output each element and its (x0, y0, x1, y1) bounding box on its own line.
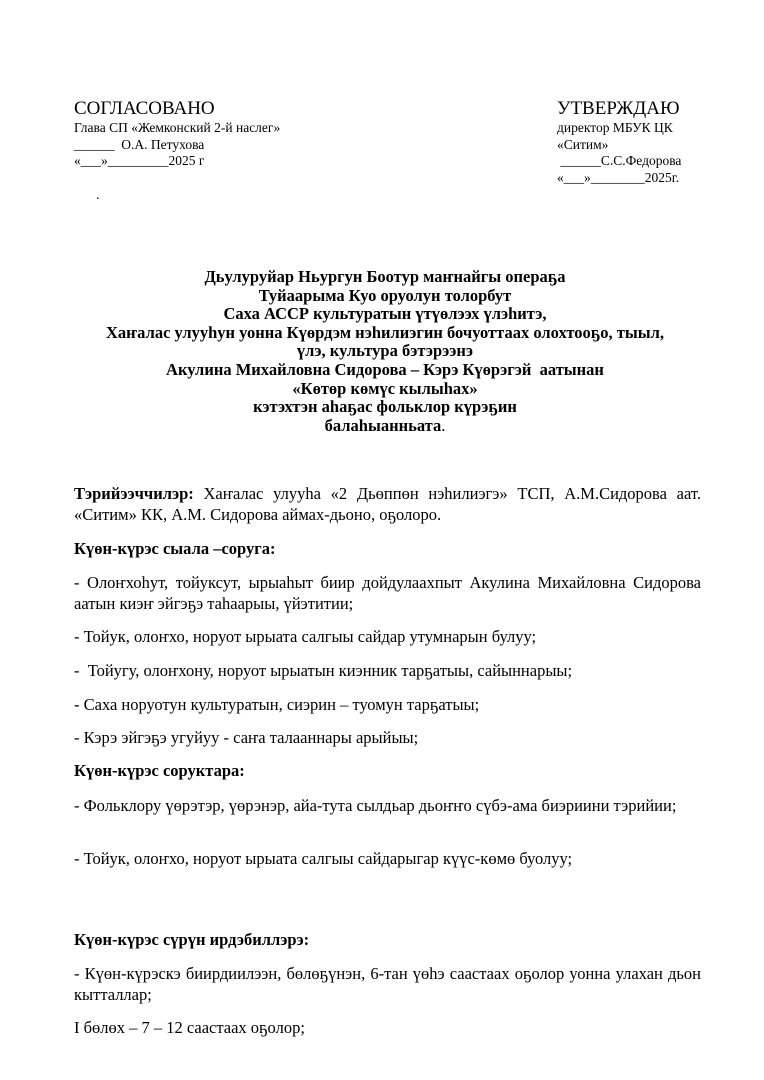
approved-line: «Ситим» (557, 136, 609, 152)
task-item: - Фольклору үөрэтэр, үөрэнэр, айа-тута сылдьар дьоҥҥо сүбэ-ама биэриини тэрийии; (74, 796, 677, 815)
title-line: үлэ, культура бэтэрээнэ (296, 341, 474, 361)
title-text: балаһыанньата (324, 415, 442, 435)
title-line: Туйаарыма Куо оруолун толорбут (258, 285, 512, 305)
task-item: - Тойук, олоҥхо, норуот ырыата салгыы сайдарыгар күүс-көмө буолуу; (74, 849, 573, 868)
agreed-line: Глава СП «Жемконский 2-й наслег» (74, 120, 281, 135)
title-line: Акулина Михайловна Сидорова – Кэрэ Күөрэгэй аатынан (166, 359, 604, 379)
goal-item: - Олоҥхоһут, тойуксут, ырыаһыт биир дойдулаахпыт Акулина Михайловна Сидорова аатын киэҥ эйгэҕэ таһаарыы, үйэтитии; (74, 573, 701, 613)
goal-item: - Тойугу, олоҥхону, норуот ырыатын киэнник тарҕатыы, сайыннарыы; (74, 661, 573, 680)
organizers-paragraph (74, 483, 701, 525)
approval-block-agreed (74, 98, 280, 170)
agreed-heading: СОГЛАСОВАНО (74, 98, 215, 119)
title-line: кэтэхтэн аһаҕас фольклор күрэҕин (253, 397, 517, 417)
goal-item: - Тойук, олоҥхо, норуот ырыата салгыы сайдар утумнарын булуу; (74, 627, 537, 646)
title-line-last (60, 417, 710, 436)
section-heading-requirements: Күөн-күрэс сүрүн ирдэбиллэрэ: (74, 930, 310, 949)
title-line: Хаҥалас улууһун уонна Күөрдэм нэһилиэгин бочуоттаах олохтооҕо, тыыл, (106, 322, 664, 342)
approved-heading: УТВЕРЖДАЮ (557, 98, 680, 119)
approved-line: «___»________2025г. (557, 169, 680, 185)
stray-mark: . (96, 188, 100, 203)
title-end-punct: . (441, 415, 446, 435)
document-title (60, 268, 710, 435)
approval-block-approved (557, 98, 681, 186)
organizers-label: Тэрийээччилэр: (74, 484, 194, 503)
approved-line: ______С.С.Федорова (557, 153, 682, 168)
title-line: «Көтөр көмүс кылыһах» (292, 378, 478, 398)
section-heading-tasks: Күөн-күрэс соруктара: (74, 761, 245, 780)
agreed-line: «___»_________2025 г (74, 153, 205, 168)
organizers-text: Хаҥалас улууһа «2 Дьөппөн нэһилиэгэ» ТСП, А.М.Сидорова аат. «Ситим» КК, А.М. Сидорова аймах-дьоно, оҕолоро. (74, 484, 701, 524)
title-line: Саха АССР культуратын үтүөлээх үлэһитэ, (223, 304, 547, 324)
goal-item: - Саха норуотун культуратын, сиэрин – туомун тарҕатыы; (74, 695, 480, 714)
title-line: Дьулуруйар Ньургун Боотур маҥнайгы операҕа (204, 267, 566, 286)
goal-item: - Кэрэ эйгэҕэ угуйуу - саҥа талааннары арыйыы; (74, 728, 419, 747)
requirement-item: - Күөн-күрэскэ биирдиилээн, бөлөҕүнэн, 6-тан үөһэ саастаах оҕолор уонна улахан дьон кытталлар; (74, 964, 701, 1004)
agreed-line: ______ О.А. Петухова (74, 136, 205, 152)
approved-line: директор МБУК ЦК (557, 120, 673, 135)
requirement-item: I бөлөх – 7 – 12 саастаах оҕолор; (74, 1018, 305, 1037)
section-heading-goals: Күөн-күрэс сыала –соруга: (74, 539, 276, 558)
